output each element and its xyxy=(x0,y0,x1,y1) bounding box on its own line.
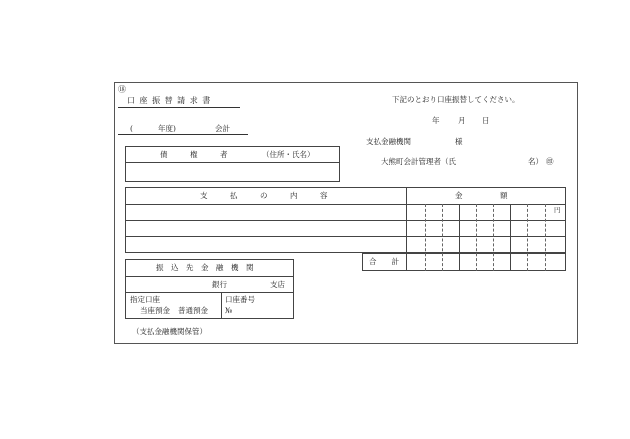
creditor-divider xyxy=(125,162,340,163)
form-title: 口 座 振 替 請 求 書 xyxy=(127,96,212,105)
form-number-mark: ⑱ xyxy=(118,85,126,94)
issuer-name-end: 名） xyxy=(528,157,543,166)
transfer-header-line xyxy=(125,276,294,277)
honorific: 様 xyxy=(455,137,463,146)
content-header: 支 払 の 内 容 xyxy=(200,191,328,200)
digit-divider xyxy=(527,204,528,271)
fiscal-open-paren: ( xyxy=(130,124,133,133)
yen-unit: 円 xyxy=(554,206,561,214)
digit-divider xyxy=(476,204,477,271)
creditor-label: 債 権 者 xyxy=(160,150,228,159)
transfer-header: 振 込 先 金 融 機 関 xyxy=(156,263,254,272)
fiscal-underline xyxy=(118,134,248,135)
transfer-bank-line xyxy=(125,292,294,293)
amount-header: 金 額 xyxy=(455,191,508,200)
digit-divider xyxy=(545,204,546,271)
account-label: 会計 xyxy=(215,124,230,133)
bank-addressee: 支払金融機関 xyxy=(366,137,411,146)
seal-mark: ㊞ xyxy=(546,157,554,166)
title-underline xyxy=(118,107,240,108)
digit-divider xyxy=(510,204,511,271)
checking-option[interactable]: 当座預金 xyxy=(140,306,170,315)
creditor-sub-label: （住所・氏名） xyxy=(262,150,315,159)
savings-option[interactable]: 普通預金 xyxy=(178,306,208,315)
digit-divider xyxy=(442,204,443,271)
account-type-label: 指定口座 xyxy=(130,295,160,304)
payment-header-line xyxy=(125,204,566,205)
digit-divider xyxy=(425,204,426,271)
branch-suffix: 支店 xyxy=(270,280,285,289)
digit-divider xyxy=(459,204,460,271)
bank-suffix: 銀行 xyxy=(212,280,227,289)
instruction-text: 下記のとおり口座振替してください。 xyxy=(392,95,520,104)
transfer-account-divider xyxy=(221,292,222,319)
account-number-label: 口座番号 xyxy=(225,295,255,304)
date-year: 年 xyxy=(432,116,440,125)
storage-note: （支払金融機関保管） xyxy=(132,327,207,336)
total-label: 合 計 xyxy=(369,257,399,266)
date-month: 月 xyxy=(458,116,466,125)
fiscal-year-label: 年度) xyxy=(158,124,176,133)
payment-row-line xyxy=(125,220,566,221)
account-number-mark: № xyxy=(225,306,233,315)
date-day: 日 xyxy=(482,116,490,125)
payment-row-line xyxy=(125,236,566,237)
digit-divider xyxy=(493,204,494,271)
issuer-label: 大熊町会計管理者（氏 xyxy=(381,157,456,166)
